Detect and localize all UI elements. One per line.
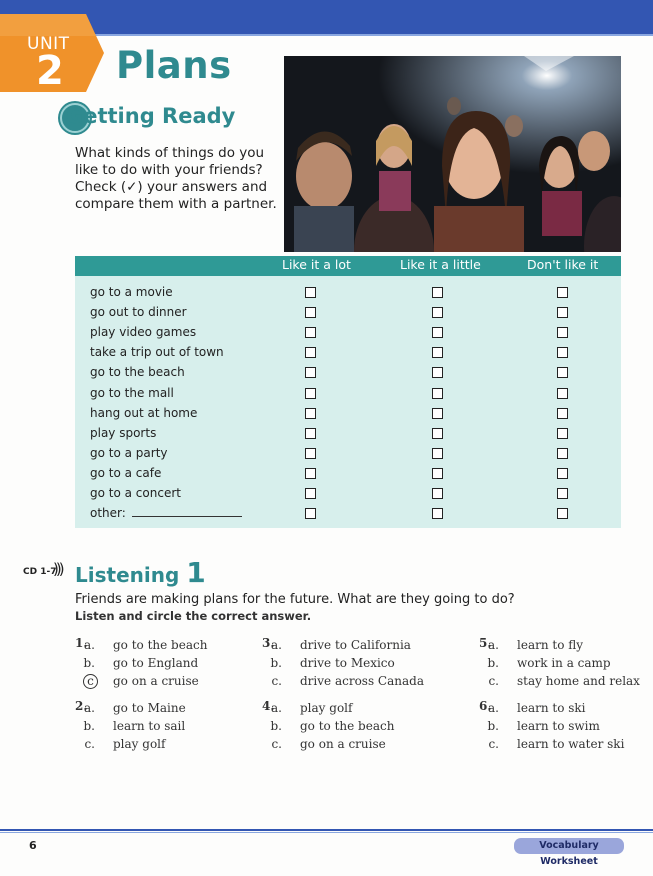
option-text: go to England xyxy=(113,656,199,670)
option-text: go on a cruise xyxy=(300,737,386,751)
checkbox-like-a-lot[interactable] xyxy=(305,508,316,519)
option-letter: b. xyxy=(270,656,282,670)
activity-label: play sports xyxy=(90,425,157,440)
option-text: learn to water ski xyxy=(517,737,625,751)
activity-label: go to the mall xyxy=(90,385,174,400)
option-letter: a. xyxy=(84,638,95,652)
option-text: learn to sail xyxy=(113,719,186,733)
checkbox-dont-like[interactable] xyxy=(557,428,568,439)
listening-instruction: Friends are making plans for the future. What are they going to do? xyxy=(75,592,515,607)
checkbox-like-a-lot[interactable] xyxy=(305,367,316,378)
option-letter: b. xyxy=(270,719,282,733)
question-number: 5. xyxy=(479,636,492,650)
activity-label: go out to dinner xyxy=(90,305,187,320)
table-row xyxy=(90,423,156,443)
answer-option[interactable] xyxy=(479,636,583,654)
column-header-like-a-little: Like it a little xyxy=(400,257,481,272)
question-number: 1. xyxy=(75,636,88,650)
answer-option[interactable] xyxy=(75,672,199,690)
checkbox-dont-like[interactable] xyxy=(557,327,568,338)
activity-label: go to a cafe xyxy=(90,465,162,480)
footer-rule-thin xyxy=(0,832,653,833)
option-text: play golf xyxy=(300,701,353,715)
checkbox-like-a-little[interactable] xyxy=(432,287,443,298)
checkbox-like-a-little[interactable] xyxy=(432,347,443,358)
other-blank-line[interactable] xyxy=(132,505,242,517)
option-letter: a. xyxy=(84,701,95,715)
getting-ready-title: Getting Ready xyxy=(66,104,236,128)
option-letter: c. xyxy=(488,737,499,751)
table-row xyxy=(90,322,196,342)
option-text: drive to California xyxy=(300,638,411,652)
checkbox-like-a-little[interactable] xyxy=(432,327,443,338)
unit-tab xyxy=(0,14,104,92)
checkbox-like-a-little[interactable] xyxy=(432,307,443,318)
checkbox-like-a-little[interactable] xyxy=(432,428,443,439)
column-header-like-a-lot: Like it a lot xyxy=(282,257,351,272)
answer-option[interactable] xyxy=(262,717,394,735)
table-row xyxy=(90,362,185,382)
checkbox-like-a-lot[interactable] xyxy=(305,408,316,419)
answer-option[interactable] xyxy=(262,699,352,717)
option-letter: a. xyxy=(488,638,499,652)
checkbox-like-a-lot[interactable] xyxy=(305,468,316,479)
activity-label: go to a movie xyxy=(90,285,173,299)
activity-label: take a trip out of town xyxy=(90,345,224,360)
checkbox-dont-like[interactable] xyxy=(557,347,568,358)
answer-option[interactable] xyxy=(75,717,185,735)
checkbox-like-a-little[interactable] xyxy=(432,448,443,459)
table-row xyxy=(90,302,187,322)
checkbox-like-a-little[interactable] xyxy=(432,408,443,419)
activity-label: go to a party xyxy=(90,445,168,460)
option-letter: a. xyxy=(271,701,282,715)
page-number: 6 xyxy=(29,839,37,852)
activity-label: go to a concert xyxy=(90,486,181,500)
answer-option[interactable] xyxy=(262,636,411,654)
table-row xyxy=(90,383,174,403)
footer-rule xyxy=(0,829,653,831)
preferences-table xyxy=(75,276,621,528)
activity-label: go to the beach xyxy=(90,365,185,380)
unit-label: UNIT xyxy=(27,34,70,54)
option-text: learn to ski xyxy=(517,701,586,715)
option-letter: c. xyxy=(271,737,282,751)
option-letter xyxy=(75,672,95,690)
cd-track-label: CD 1-7 xyxy=(23,567,57,577)
answer-option[interactable] xyxy=(479,699,586,717)
checkbox-dont-like[interactable] xyxy=(557,488,568,499)
answer-option[interactable] xyxy=(75,735,165,753)
checkbox-like-a-lot[interactable] xyxy=(305,347,316,358)
option-letter-text: c xyxy=(87,674,94,688)
activity-label: hang out at home xyxy=(90,405,198,420)
checkbox-like-a-lot[interactable] xyxy=(305,327,316,338)
checkbox-like-a-lot[interactable] xyxy=(305,287,316,298)
checkbox-like-a-little[interactable] xyxy=(432,367,443,378)
checkbox-like-a-lot[interactable] xyxy=(305,428,316,439)
movie-audience-photo xyxy=(284,56,621,252)
answer-option[interactable] xyxy=(479,735,624,753)
question-number: 2. xyxy=(75,699,88,713)
option-text: stay home and relax xyxy=(517,674,640,688)
option-text: go to Maine xyxy=(113,701,186,715)
activity-label: other: xyxy=(90,506,126,521)
table-row xyxy=(90,342,224,362)
option-text: work in a camp xyxy=(517,656,611,670)
question-number: 3. xyxy=(262,636,275,650)
option-text: play golf xyxy=(113,737,166,751)
getting-ready-intro: What kinds of things do you like to do with your friends? Check (✓) your answers and compare them with a partner. xyxy=(75,145,277,212)
option-letter: b. xyxy=(83,656,95,670)
checkbox-like-a-lot[interactable] xyxy=(305,448,316,459)
option-letter: b. xyxy=(487,656,499,670)
checkbox-like-a-little[interactable] xyxy=(432,488,443,499)
question-number: 4. xyxy=(262,699,275,713)
activity-label: play video games xyxy=(90,325,197,340)
unit-number: 2 xyxy=(36,48,64,94)
vocabulary-worksheet-button[interactable]: Vocabulary Worksheet xyxy=(514,838,624,854)
checkbox-like-a-little[interactable] xyxy=(432,468,443,479)
column-header-dont-like: Don't like it xyxy=(527,257,599,272)
answer-option[interactable] xyxy=(479,654,611,672)
option-text: go to the beach xyxy=(300,719,395,733)
checkbox-like-a-lot[interactable] xyxy=(305,388,316,399)
option-text: drive to Mexico xyxy=(300,656,395,670)
table-row xyxy=(90,443,168,463)
answer-option[interactable] xyxy=(262,672,424,690)
answer-option[interactable] xyxy=(262,654,395,672)
answer-option[interactable] xyxy=(479,672,640,690)
checkbox-dont-like[interactable] xyxy=(557,448,568,459)
checkbox-like-a-lot[interactable] xyxy=(305,488,316,499)
answer-option[interactable] xyxy=(262,735,386,753)
checkbox-dont-like[interactable] xyxy=(557,287,568,298)
checkbox-dont-like[interactable] xyxy=(557,468,568,479)
option-letter: c. xyxy=(488,674,499,688)
checkbox-dont-like[interactable] xyxy=(557,508,568,519)
listening-number: 1 xyxy=(186,556,206,589)
listening-title-text: Listening xyxy=(75,563,180,587)
option-letter: c. xyxy=(84,737,95,751)
checkbox-like-a-little[interactable] xyxy=(432,388,443,399)
table-row xyxy=(90,403,197,423)
listening-title xyxy=(75,556,206,589)
page-title: Plans xyxy=(116,44,232,87)
answer-option[interactable] xyxy=(75,636,207,654)
checkbox-dont-like[interactable] xyxy=(557,307,568,318)
option-letter: b. xyxy=(487,719,499,733)
checkbox-like-a-little[interactable] xyxy=(432,508,443,519)
table-row xyxy=(90,503,242,523)
checkbox-dont-like[interactable] xyxy=(557,388,568,399)
listening-sub-instruction: Listen and circle the correct answer. xyxy=(75,609,312,623)
option-letter: a. xyxy=(488,701,499,715)
checkbox-dont-like[interactable] xyxy=(557,408,568,419)
option-letter: a. xyxy=(271,638,282,652)
option-text: go to the beach xyxy=(113,638,208,652)
checkbox-dont-like[interactable] xyxy=(557,367,568,378)
option-letter: b. xyxy=(83,719,95,733)
question-number: 6. xyxy=(479,699,492,713)
answer-option[interactable] xyxy=(75,654,198,672)
option-text: go on a cruise xyxy=(113,674,199,688)
option-text: drive across Canada xyxy=(300,674,424,688)
table-row xyxy=(90,483,181,503)
option-letter: c. xyxy=(271,674,282,688)
answer-option[interactable] xyxy=(479,717,600,735)
circled-answer-mark xyxy=(83,674,98,689)
option-text: learn to fly xyxy=(517,638,584,652)
table-row xyxy=(90,463,161,483)
audio-icon: ))) xyxy=(53,560,62,578)
table-header xyxy=(75,256,621,276)
answer-option[interactable] xyxy=(75,699,186,717)
checkbox-like-a-lot[interactable] xyxy=(305,307,316,318)
option-text: learn to swim xyxy=(517,719,600,733)
table-row xyxy=(90,282,173,302)
